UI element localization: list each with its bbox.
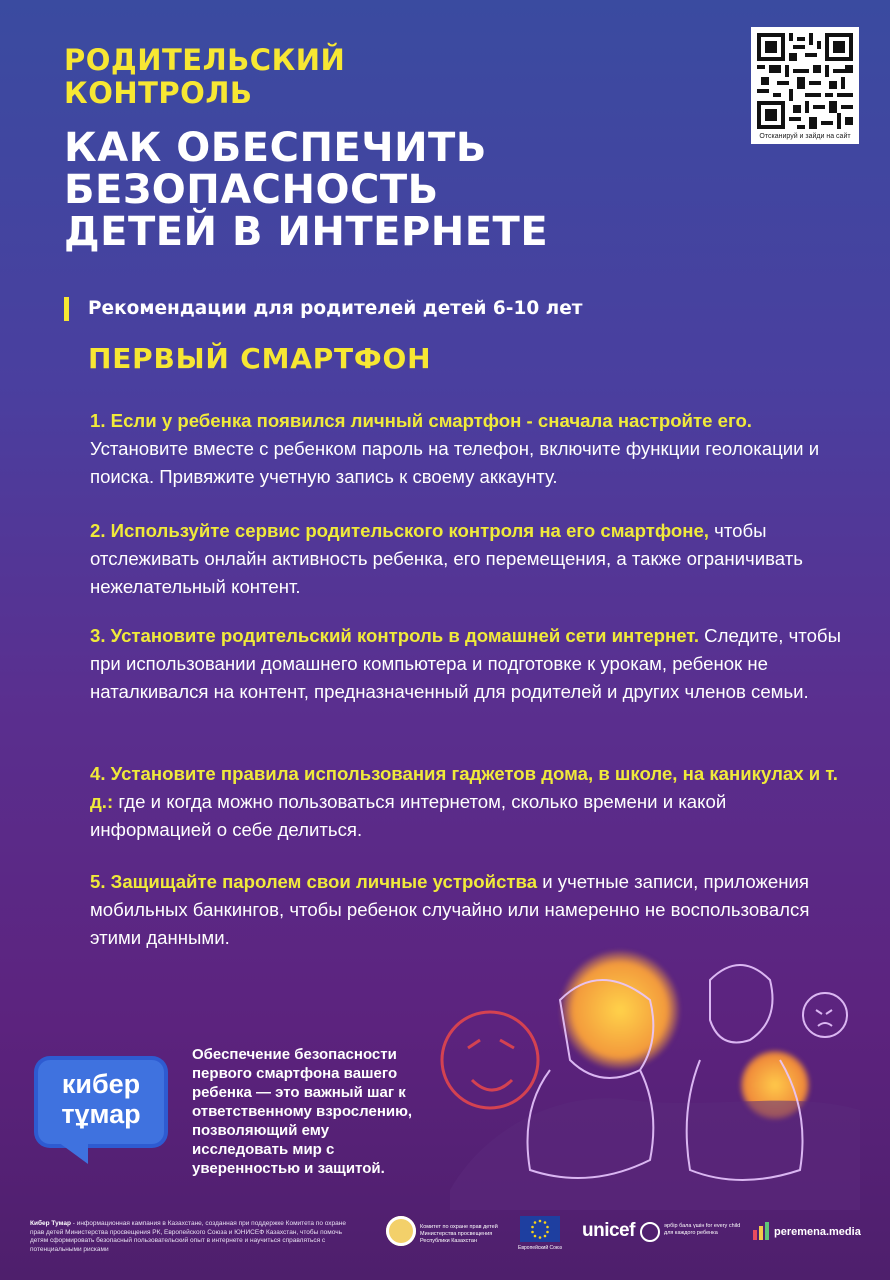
recommendation-1-heading: 1. Если у ребенка появился личный смартфон - сначала настройте его. — [90, 410, 752, 431]
family-illustration — [430, 940, 870, 1210]
qr-code-icon — [757, 33, 853, 129]
recommendation-2-text: чтобы отслеживать онлайн активность ребенка, его перемещения, а также ограничивать нежелательный контент. — [90, 520, 803, 597]
eu-stars-icon — [520, 1216, 560, 1242]
committee-seal-icon — [386, 1216, 416, 1246]
recommendation-5-text: и учетные записи, приложения мобильных банкингов, чтобы ребенок случайно или намеренно не воспользовался этими данными. — [90, 871, 810, 948]
unicef-logo-text: unicef — [582, 1220, 635, 1241]
recommendation-4 — [90, 760, 850, 844]
footer-disclaimer — [30, 1220, 350, 1254]
title-line-2: БЕЗОПАСНОСТЬ — [64, 167, 439, 213]
recommendation-4-heading: 4. Установите правила использования гаджетов дома, в школе, на каникулах и т. д.: — [90, 763, 838, 812]
eu-label: Европейский Союз — [518, 1245, 562, 1251]
kiber-tumar-logo — [38, 1060, 164, 1144]
recommendation-3-text: Следите, чтобы при использовании домашнего компьютера и подготовке к урокам, ребенок не наталкивался на контент, предназначенный для родителей и других членов семьи. — [90, 625, 841, 702]
title-line-1: КАК ОБЕСПЕЧИТЬ — [64, 125, 487, 171]
logo-speech-tail — [58, 1142, 88, 1164]
eu-flag-icon — [520, 1216, 560, 1242]
qr-caption: Отсканируй и зайди на сайт — [759, 133, 851, 140]
recommendation-2 — [90, 517, 850, 601]
logo-line-1: кибер — [61, 1069, 141, 1099]
campaign-kicker — [64, 44, 484, 110]
footer-description: - информационная кампания в Казахстане, созданная при поддержке Комитета по охране прав детей Министерства просвещения РК, Европейского Союза и ЮНИСЕФ Казахстан, чтобы помочь детям сформировать безопасный пользовательский опыт в интернете и научиться справляться с потенциальными рисками — [30, 1220, 346, 1253]
committee-label: Комитет по охране прав детей Министерства просвещения Республики Казахстан — [420, 1224, 498, 1244]
recommendation-1 — [90, 407, 850, 491]
kicker-line-1: РОДИТЕЛЬСКИЙ — [64, 43, 346, 77]
logo-line-2: тұмар — [61, 1099, 141, 1129]
page-title — [64, 127, 704, 253]
recommendation-4-text: где и когда можно пользоваться интернетом, сколько времени и какой информацией о себе делиться. — [90, 791, 727, 840]
peremena-bars-icon — [752, 1222, 770, 1240]
subtitle-accent-bar — [64, 297, 69, 321]
subtitle: Рекомендации для родителей детей 6-10 лет — [88, 298, 583, 319]
title-line-3: ДЕТЕЙ В ИНТЕРНЕТЕ — [64, 209, 549, 255]
unicef-globe-icon — [640, 1222, 660, 1242]
recommendation-1-text: Установите вместе с ребенком пароль на телефон, включите функции геолокации и поиска. Привяжите учетную запись к своему аккаунту. — [90, 438, 820, 487]
recommendation-5 — [90, 868, 850, 952]
recommendation-2-heading: 2. Используйте сервис родительского контроля на его смартфоне, — [90, 520, 709, 541]
recommendation-3-heading: 3. Установите родительский контроль в домашней сети интернет. — [90, 625, 699, 646]
peremena-logo-text: peremena.media — [774, 1226, 861, 1238]
recommendation-3 — [90, 622, 850, 706]
recommendation-5-heading: 5. Защищайте паролем свои личные устройства — [90, 871, 538, 892]
promo-text: Обеспечение безопасности первого смартфона вашего ребенка — это важный шаг к ответственному взрослению, позволяющий ему исследовать мир с уверенностью и защитой. — [192, 1046, 413, 1177]
unicef-tagline: әрбір бала үшін for every child для каждого ребенка — [664, 1223, 741, 1236]
qr-code[interactable] — [751, 27, 859, 144]
kicker-line-2: КОНТРОЛЬ — [64, 76, 253, 110]
section-title: ПЕРВЫЙ СМАРТФОН — [88, 342, 432, 375]
footer-brand: Кибер Тумар — [30, 1220, 71, 1227]
